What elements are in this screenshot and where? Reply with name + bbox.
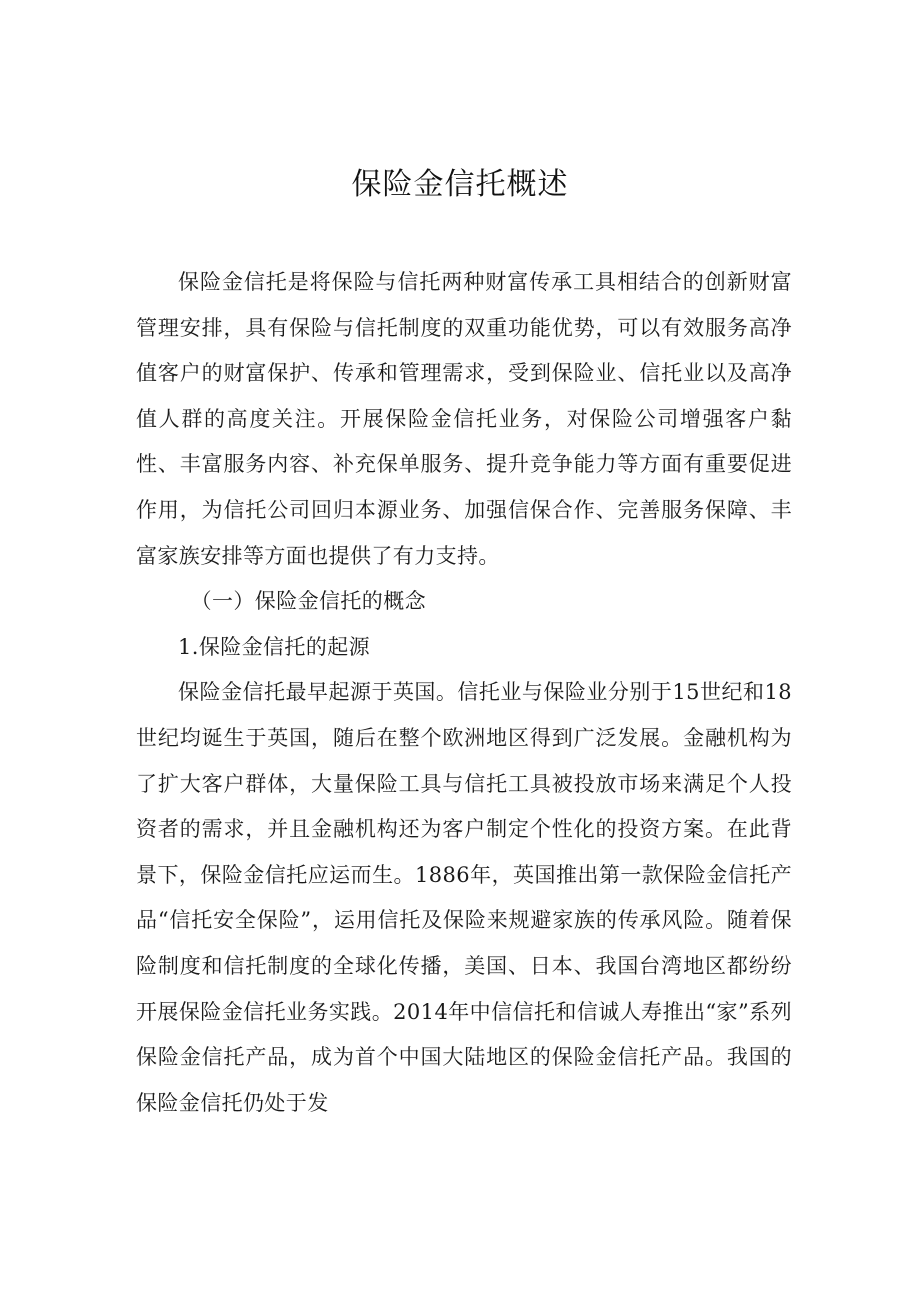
intro-paragraph: 保险金信托是将保险与信托两种财富传承工具相结合的创新财富管理安排，具有保险与信托制度的双重功能优势，可以有效服务高净值客户的财富保护、传承和管理需求，受到保险业、信托业以及高净值人群的高度关注。开展保险金信托业务，对保险公司增强客户黏性、丰富服务内容、补充保单服务、提升竞争能力等方面有重要促进作用，为信托公司回归本源业务、加强信保合作、完善服务保障、丰富家族安排等方面也提供了有力支持。	[136, 270, 792, 568]
origin-paragraph: 保险金信托最早起源于英国。信托业与保险业分别于15世纪和18世纪均诞生于英国，随后在整个欧洲地区得到广泛发展。金融机构为了扩大客户群体，大量保险工具与信托工具被投放市场来满足个人投资者的需求，并且金融机构还为客户制定个性化的投资方案。在此背景下，保险金信托应运而生。1886年，英国推出第一款保险金信托产品“信托安全保险”，运用信托及保险来规避家族的传承风险。随着保险制度和信托制度的全球化传播，美国、日本、我国台湾地区都纷纷开展保险金信托业务实践。2014年中信信托和信诚人寿推出“家”系列保险金信托产品，成为首个中国大陆地区的保险金信托产品。我国的保险金信托仍处于发	[136, 680, 792, 1115]
subsection-heading-origin: 1.保险金信托的起源	[178, 634, 371, 659]
section-heading-concept: （一）保险金信托的概念	[190, 589, 426, 614]
document-body	[136, 260, 792, 1126]
document-title: 保险金信托概述	[351, 167, 569, 202]
